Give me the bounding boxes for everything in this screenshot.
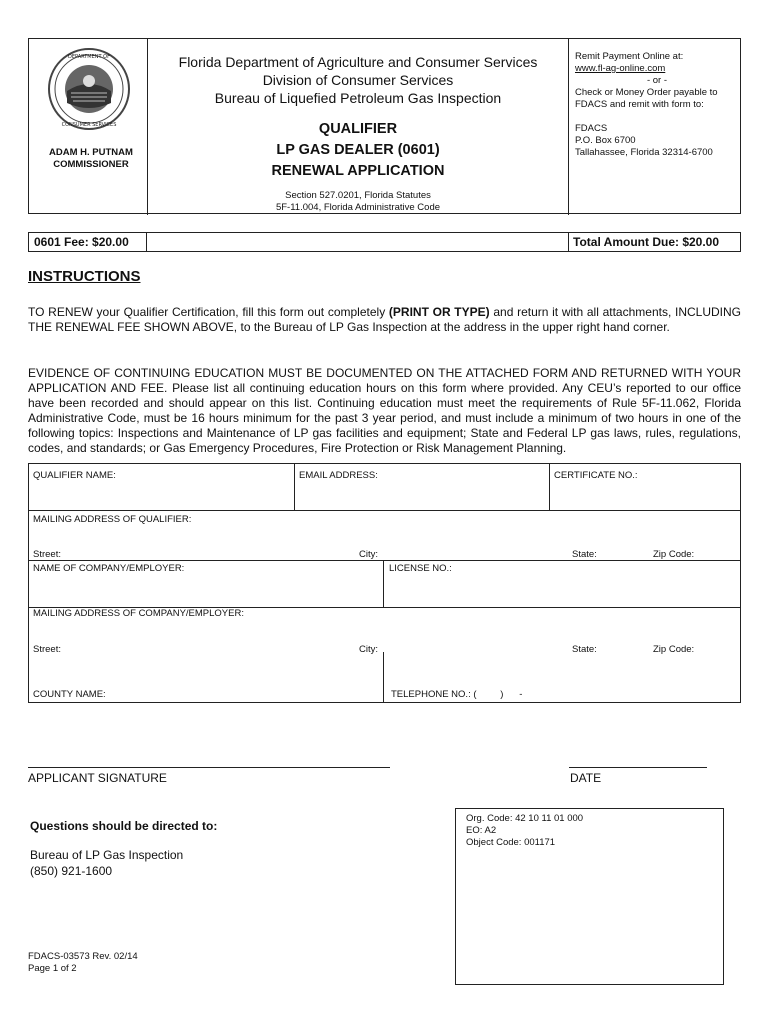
qualifier-city-field[interactable]: City: [359,549,378,560]
payment-link[interactable]: www.fl-ag-online.com [575,63,666,74]
address-line: Tallahassee, Florida 32314-6700 [575,147,713,158]
instructions-heading: INSTRUCTIONS [28,268,141,285]
qualifier-street-field[interactable]: Street: [33,549,61,560]
division-line: Division of Consumer Services [262,72,454,88]
svg-text:DEPARTMENT OF: DEPARTMENT OF [68,54,110,60]
statutes [148,190,568,214]
remit-check: Check or Money Order payable to [575,87,718,98]
object-code: Object Code: 001171 [466,837,556,848]
address-line: P.O. Box 6700 [575,135,636,146]
date-line[interactable] [569,767,707,768]
fee-label: 0601 Fee: $20.00 [29,233,147,251]
qualifier-name-field[interactable]: QUALIFIER NAME: [33,470,116,481]
page-number: Page 1 of 2 [28,963,77,974]
commissioner-name: ADAM H. PUTNAM [49,147,133,158]
department-seal-icon [47,47,131,131]
print-or-type-emphasis: (PRINT OR TYPE) [388,305,490,319]
footer [28,951,138,975]
company-city-field[interactable]: City: [359,644,378,655]
svg-text:CONSUMER SERVICES: CONSUMER SERVICES [61,122,117,128]
text: TO RENEW your Qualifier Certification, fill this form out completely [28,305,389,319]
title-line: QUALIFIER [318,121,398,137]
total-amount-due: Total Amount Due: $20.00 [568,233,740,251]
fee-row [28,232,741,252]
dept-line: Florida Department of Agriculture and Consumer Services [178,54,538,70]
title-line: RENEWAL APPLICATION [271,163,445,179]
text: and return it with all attachments, INCLUDING THE RENEWAL FEE SHOWN ABOVE, to the Bureau of LP Gas Inspection at the address in the upper right hand corner. [28,305,741,334]
applicant-signature-label: APPLICANT SIGNATURE [28,771,167,785]
qualifier-zip-field[interactable]: Zip Code: [653,549,695,560]
office-use-box [455,808,724,985]
company-state-field[interactable]: State: [572,644,597,655]
email-address-field[interactable]: EMAIL ADDRESS: [299,470,378,481]
header-center [147,39,569,215]
certificate-number-field[interactable]: CERTIFICATE NO.: [554,470,638,481]
or-separator: - or - [646,75,668,86]
company-street-field[interactable]: Street: [33,644,61,655]
code-line: 5F-11.004, Florida Administrative Code [275,202,441,213]
statute-line: Section 527.0201, Florida Statutes [285,190,431,201]
signature-line[interactable] [28,767,390,768]
department-name [148,53,568,107]
org-code: Org. Code: 42 10 11 01 000 [466,813,584,824]
date-label: DATE [570,771,602,785]
mailing-address-company-label: MAILING ADDRESS OF COMPANY/EMPLOYER: [33,608,244,619]
header-box [28,38,741,214]
company-zip-field[interactable]: Zip Code: [653,644,695,655]
company-name-field[interactable]: NAME OF COMPANY/EMPLOYER: [33,563,185,574]
seal-area [29,39,147,215]
application-form [28,463,741,703]
commissioner-block [35,147,147,171]
contact-info [30,847,183,879]
commissioner-title: COMMISSIONER [53,159,129,170]
eo-code: EO: A2 [466,825,497,836]
form-title [148,119,568,182]
questions-label: Questions should be directed to: [30,819,218,833]
bureau-name: Bureau of LP Gas Inspection [30,848,184,862]
form-number: FDACS-03573 Rev. 02/14 [28,951,138,962]
county-name-field[interactable]: COUNTY NAME: [33,689,106,700]
address-line: FDACS [575,123,608,134]
title-line: LP GAS DEALER (0601) [276,142,440,158]
bureau-line: Bureau of Liquefied Petroleum Gas Inspection [214,90,502,106]
remit-label: Remit Payment Online at: [575,51,684,62]
remit-info [575,51,739,159]
qualifier-state-field[interactable]: State: [572,549,597,560]
telephone-field[interactable]: TELEPHONE NO.: ( ) - [391,689,523,700]
instructions-paragraph-1 [28,305,741,335]
instructions-paragraph-2: EVIDENCE OF CONTINUING EDUCATION MUST BE DOCUMENTED ON THE ATTACHED FORM AND RETURNED WITH YOUR APPLICATION AND FEE. Please list all continuing education hours on this form where provided. Any CEU’s reported to our office have been recorded and should appear on this list. Continuing education must meet the requirements of Rule 5F-11.062, Florida Administrative Code, must be 16 hours minimum for the past 3 year period, and must include a minimum of two hours in one of the following topics: Inspections and Maintenance of LP gas facilities and equipment; State and Federal LP gas laws, rules, regulations, codes, and standards; or Gas Emergency Procedures, Fire Protection or Risk Management Planning. [28,366,741,455]
license-number-field[interactable]: LICENSE NO.: [389,563,452,574]
mailing-address-qualifier-label: MAILING ADDRESS OF QUALIFIER: [33,514,192,525]
remit-check: FDACS and remit with form to: [575,99,704,110]
phone-number: (850) 921-1600 [30,864,113,878]
